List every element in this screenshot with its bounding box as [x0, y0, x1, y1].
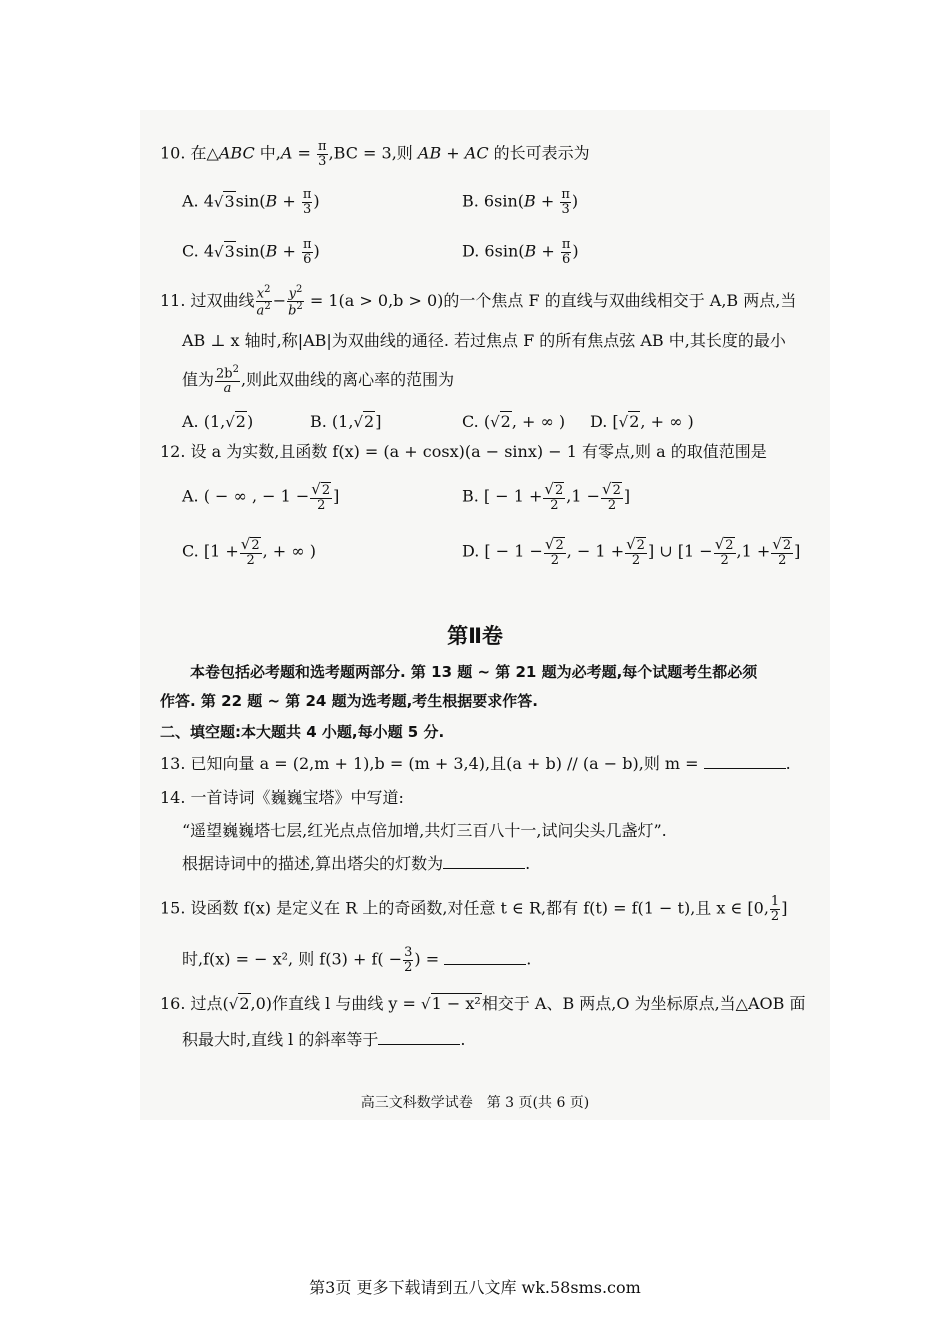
q11-option-d: D. [√2, + ∞ ): [590, 412, 694, 431]
watermark-text: 第3页 更多下载请到五八文库 wk.58sms.com: [309, 1278, 641, 1297]
q11-option-a: A. (1,√2): [182, 412, 254, 431]
q12-option-d: D. [ − 1 − $\frac{√2}{2}$ , − 1 + $\frac{√2}{2}$ ] ∪ [1 − $\frac{√2}{2}$ ,1 + $\frac{√2}{2}$ ]: [462, 535, 801, 568]
q12-option-c: C. [1 + $\frac{√2}{2}$ , + ∞ ): [182, 535, 316, 568]
q14-line3: 根据诗词中的描述,算出塔尖的灯数为 .: [182, 854, 531, 873]
answer-blank[interactable]: [444, 963, 526, 965]
q15-line2: 时,f(x) = − x², 则 f(3) + f( − $\frac{3}{2}$ ) = .: [182, 945, 532, 975]
fraction-2b2-a: $\frac{2b^2}{a}$: [216, 364, 239, 396]
q11-line2: AB ⊥ x 轴时,称|AB|为双曲线的通径. 若过焦点 F 的所有焦点弦 AB 中,其长度的最小: [182, 331, 786, 350]
q16-line1: 16. 过点(√2,0)作直线 l 与曲线 y = √1 − x²相交于 A、B 两点,O 为坐标原点,当△AOB 面: [160, 994, 806, 1013]
q10-stem: 10. 在△ABC 中,A = $\frac{\pi}{3}$ ,BC = 3,则 AB + AC 的长可表示为: [160, 139, 590, 169]
answer-blank[interactable]: [443, 867, 525, 869]
q12-option-b: B. [ − 1 + $\frac{√2}{2}$ ,1 − $\frac{√2}{2}$ ]: [462, 480, 631, 513]
fraction-x2-a2: $\frac{x^2}{a^2}$: [256, 284, 271, 319]
q14-line1: 14. 一首诗词《巍巍宝塔》中写道:: [160, 788, 404, 807]
q12-option-a: A. ( − ∞ , − 1 − $\frac{√2}{2}$ ]: [182, 480, 340, 513]
q14-poem: “遥望巍巍塔七层,红光点点倍加增,共灯三百八十一,试问尖头几盏灯”.: [182, 821, 667, 840]
page-footer: 高三文科数学试卷 第 3 页(共 6 页): [360, 1095, 590, 1111]
q16-line2: 积最大时,直线 l 的斜率等于 .: [182, 1030, 466, 1049]
fraction-y2-b2: $\frac{y^2}{b^2}$: [288, 284, 303, 319]
q11-option-b: B. (1,√2]: [310, 412, 382, 431]
fraction-pi-3: $\frac{\pi}{3}$: [318, 139, 327, 169]
q12-stem: 12. 设 a 为实数,且函数 f(x) = (a + cosx)(a − sinx) − 1 有零点,则 a 的取值范围是: [160, 442, 767, 461]
q11-option-c: C. (√2, + ∞ ): [462, 412, 566, 431]
section-title: 第Ⅱ卷: [447, 624, 503, 648]
q11-stem: 11. 过双曲线 $\frac{x^2}{a^2}$ − $\frac{y^2}{b^2}$ = 1(a > 0,b > 0)的一个焦点 F 的直线与双曲线相交于 A,B 两点,当: [160, 284, 797, 319]
answer-blank[interactable]: [378, 1043, 460, 1045]
q10-option-b: B. 6sin(B + $\frac{\pi}{3}$ ): [462, 187, 579, 217]
answer-blank[interactable]: [704, 767, 786, 769]
q13: 13. 已知向量 a = (2,m + 1),b = (m + 3,4),且(a + b) // (a − b),则 m = .: [160, 754, 791, 773]
q15-line1: 15. 设函数 f(x) 是定义在 R 上的奇函数,对任意 t ∈ R,都有 f(t) = f(1 − t),且 x ∈ [0, $\frac{1}{2}$ ]: [160, 894, 788, 924]
fill-in-heading: 二、填空题:本大题共 4 小题,每小题 5 分.: [160, 723, 445, 741]
q10-option-a: A. 4√3sin(B + $\frac{\pi}{3}$ ): [182, 187, 320, 217]
section-intro-line2: 作答. 第 22 题 ~ 第 24 题为选考题,考生根据要求作答.: [160, 692, 538, 710]
q11-line3: 值为 $\frac{2b^2}{a}$ ,则此双曲线的离心率的范围为: [182, 364, 455, 396]
section-intro-line1: 本卷包括必考题和选考题两部分. 第 13 题 ~ 第 21 题为必考题,每个试题考生都必须: [190, 663, 758, 681]
q10-option-c: C. 4√3sin(B + $\frac{\pi}{6}$ ): [182, 237, 320, 267]
q10-option-d: D. 6sin(B + $\frac{\pi}{6}$ ): [462, 237, 579, 267]
